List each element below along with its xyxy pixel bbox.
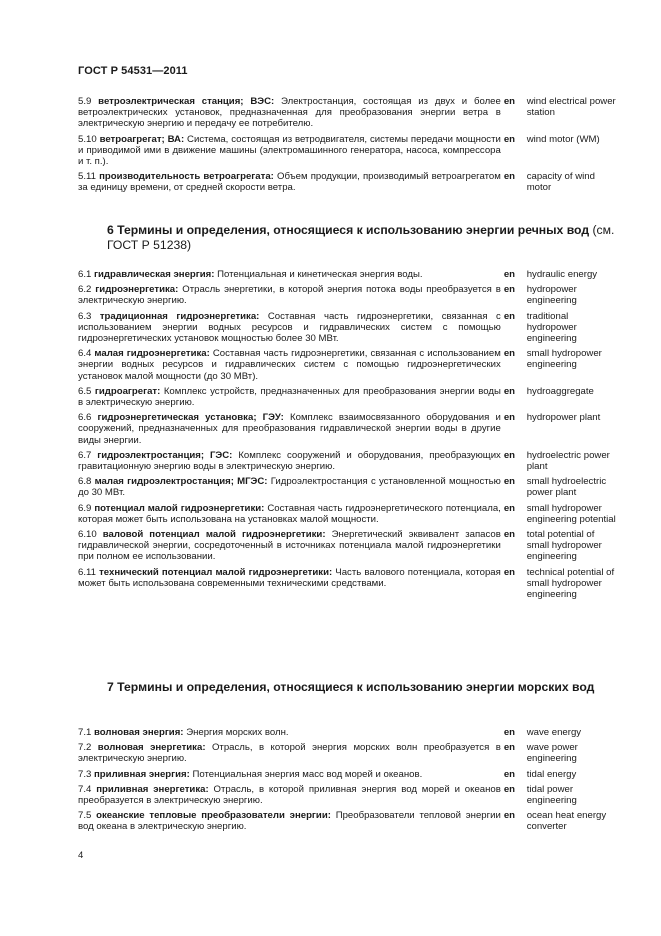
english-equivalent: total potential of small hydropower engineering [526, 529, 602, 563]
term-number: 6.4 [78, 348, 92, 360]
term-definition-block [78, 742, 501, 764]
term-number: 6.2 [78, 284, 92, 296]
term-entry [78, 269, 618, 280]
term-definition: Комплекс сооружений и оборудования, преобразующих гравитационную энергию воды в электрическую энергию. [78, 449, 501, 473]
term-definition: Составная часть гидроэнергетического потенциала, которая может быть использована на установках малой мощности. [78, 502, 501, 525]
term-definition-block [78, 810, 501, 832]
term-definition-block [78, 412, 501, 446]
english-equivalent: wave energy [526, 727, 582, 738]
term-name: ветроэлектрическая станция; ВЭС: [98, 96, 275, 107]
term-name: технический потенциал малой гидроэнергетики: [99, 566, 333, 578]
term-number: 5.11 [78, 171, 96, 183]
english-equivalent: hydroaggregate [526, 385, 594, 397]
section-number: 7 [107, 680, 114, 694]
term-number: 6.6 [78, 412, 92, 424]
term-entry [78, 476, 618, 498]
language-code: en [503, 171, 516, 183]
term-definition: Система, состоящая из ветродвигателя, системы передачи мощности и приводимой ими в движение машины (электромашинного генератора, насоса, компрессора и т. п.). [78, 133, 501, 168]
english-equivalent: traditional hydropower engineering [526, 310, 577, 345]
term-name: малая гидроэлектростанция; МГЭС: [94, 476, 268, 488]
term-name: волновая энергия: [94, 727, 184, 738]
term-name: малая гидроэнергетика: [94, 348, 210, 360]
term-definition-block [78, 96, 501, 130]
term-number: 5.9 [78, 96, 92, 107]
language-code: en [503, 742, 516, 754]
english-equivalent: hydraulic energy [526, 269, 598, 280]
language-code: en [503, 269, 516, 280]
english-equivalent: hydropower engineering [526, 284, 577, 307]
section-5-entries [78, 96, 618, 198]
term-number: 7.4 [78, 783, 92, 795]
term-definition: Часть валового потенциала, которая может быть использована современными техническими средствами. [78, 566, 501, 589]
english-equivalent: wind motor (WM) [526, 133, 600, 145]
section-7-entries [78, 727, 618, 837]
english-equivalent: tidal energy [526, 768, 577, 780]
term-definition-block [78, 476, 501, 498]
term-number: 7.1 [78, 727, 92, 738]
english-equivalent: ocean heat energy converter [526, 810, 607, 833]
english-equivalent: capacity of wind motor [526, 171, 595, 194]
term-definition-block [78, 284, 501, 306]
section-reference: (см. ГОСТ Р 51238) [107, 223, 615, 252]
term-number: 7.5 [78, 810, 92, 822]
language-code: en [503, 96, 516, 107]
language-code: en [503, 783, 516, 795]
term-number: 6.1 [78, 269, 92, 280]
term-name: гидроагрегат: [94, 385, 161, 397]
term-name: валовой потенциал малой гидроэнергетики: [102, 529, 326, 541]
term-entry [78, 450, 618, 472]
term-definition: Комплекс устройств, предназначенных для преобразования энергии воды в электрическую энергию. [78, 385, 501, 409]
language-code: en [503, 449, 516, 461]
language-code: en [503, 310, 516, 322]
term-definition-block [78, 311, 501, 345]
term-name: ветроагрегат; ВА: [99, 133, 185, 145]
term-entry [78, 386, 618, 408]
language-code: en [503, 412, 516, 424]
term-definition: Комплекс взаимосвязанного оборудования и сооружений, предназначенных для преобразования гидравлической энергии воды в другие виды энергии. [78, 412, 501, 446]
term-entry [78, 784, 618, 806]
section-number: 6 [107, 223, 114, 237]
term-entry [78, 810, 618, 832]
term-definition-block [78, 386, 501, 408]
term-definition: Составная часть гидроэнергетики, связанная с использованием энергии водных ресурсов и гидравлических систем с помощью гидроэнергетических установок малой мощности (до 30 МВт). [78, 348, 501, 382]
term-number: 6.3 [78, 310, 92, 322]
term-name: приливная энергия: [94, 768, 190, 780]
term-definition: Составная часть гидроэнергетики, связанная с использованием энергии водных ресурсов и гидравлических систем с помощью гидроэнергетических установок мощностью более 30 МВт. [78, 310, 501, 345]
language-code: en [503, 133, 516, 145]
term-entry [78, 529, 618, 563]
term-entry [78, 311, 618, 345]
language-code: en [503, 727, 516, 738]
term-number: 6.11 [78, 566, 96, 578]
term-entry [78, 134, 618, 168]
english-equivalent: hydropower plant [526, 412, 601, 424]
term-name: потенциал малой гидроэнергетики: [94, 502, 265, 514]
term-definition: Потенциальная энергия масс вод морей и океанов. [192, 768, 423, 780]
term-entry [78, 96, 618, 130]
term-definition-block [78, 171, 501, 193]
term-name: производительность ветроагрегата: [99, 171, 274, 183]
term-number: 6.10 [78, 529, 97, 541]
term-definition: Преобразователи тепловой энергии вод океана в электрическую энергию. [78, 810, 501, 833]
term-name: гидравлическая энергия: [94, 269, 215, 280]
language-code: en [503, 529, 516, 541]
term-definition: Отрасль, в которой приливная энергия вод морей и океанов преобразуется в электрическую энергию. [78, 783, 501, 807]
term-entry [78, 567, 618, 601]
term-number: 6.8 [78, 476, 92, 488]
language-code: en [503, 476, 516, 488]
english-equivalent: hydroelectric power plant [526, 449, 610, 473]
term-entry [78, 503, 618, 525]
term-definition-block [78, 269, 501, 280]
term-entry [78, 284, 618, 306]
term-definition: Потенциальная и кинетическая энергия воды. [217, 269, 423, 280]
section-title: Термины и определения, относящиеся к использованию энергии морских вод [117, 680, 595, 694]
term-definition: Энергия морских волн. [186, 727, 289, 738]
term-definition: Отрасль, в которой энергия морских волн преобразуется в электрическую энергию. [78, 742, 501, 765]
language-code: en [503, 768, 516, 780]
term-definition: Отрасль энергетики, в которой энергия потока воды преобразуется в электрическую энергию. [78, 284, 501, 307]
language-code: en [503, 385, 516, 397]
term-name: гидроэнергетика: [95, 284, 179, 296]
term-name: приливная энергетика: [96, 783, 209, 795]
language-code: en [503, 810, 516, 822]
section-title: Термины и определения, относящиеся к использованию энергии речных вод [117, 223, 590, 237]
term-entry [78, 742, 618, 764]
term-definition: Энергетический эквивалент запасов гидравлической энергии, сосредоточенный в источниках потенциала малой гидроэнергетики при полном ее использовании. [78, 529, 501, 563]
term-entry [78, 727, 618, 738]
term-name: гидроэлектростанция; ГЭС: [97, 449, 233, 461]
term-definition-block [78, 450, 501, 472]
document-header: ГОСТ Р 54531—2011 [78, 65, 188, 77]
english-equivalent: small hydroelectric power plant [526, 476, 607, 499]
term-name: океанские тепловые преобразователи энергии: [96, 810, 331, 822]
term-name: волновая энергетика: [97, 742, 206, 754]
language-code: en [503, 348, 516, 360]
english-equivalent: small hydropower engineering potential [526, 502, 616, 525]
page-number: 4 [78, 850, 84, 861]
term-definition-block [78, 567, 501, 601]
term-name: традиционная гидроэнергетика: [99, 310, 260, 322]
term-name: гидроэнергетическая установка; ГЭУ: [97, 412, 284, 424]
term-number: 7.2 [78, 742, 92, 754]
english-equivalent: technical potential of small hydropower engineering [526, 566, 615, 601]
term-definition: Электростанция, состоящая из двух и более ветроэлектрических установок, предназначенная для преобразования энергии ветра в электрическую энергию и передачу ее потребителю. [78, 96, 501, 130]
term-number: 6.5 [78, 385, 92, 397]
term-definition-block [78, 503, 501, 525]
term-definition: Гидроэлектростанция с установленной мощностью до 30 МВт. [78, 476, 501, 499]
term-definition-block [78, 348, 501, 382]
term-number: 6.9 [78, 502, 92, 514]
term-definition-block [78, 784, 501, 806]
term-definition-block [78, 769, 501, 780]
section-6-heading [107, 223, 617, 253]
term-number: 7.3 [78, 768, 92, 780]
term-definition-block [78, 529, 501, 563]
term-definition-block [78, 727, 501, 738]
term-number: 6.7 [78, 449, 92, 461]
term-entry [78, 348, 618, 382]
term-entry [78, 769, 618, 780]
section-7-heading [107, 680, 617, 695]
english-equivalent: tidal power engineering [526, 783, 577, 807]
section-6-entries [78, 269, 618, 604]
term-entry [78, 171, 618, 193]
english-equivalent: wave power engineering [526, 742, 578, 765]
english-equivalent: small hydropower engineering [526, 348, 602, 371]
language-code: en [503, 502, 516, 514]
term-entry [78, 412, 618, 446]
term-definition: Объем продукции, производимый ветроагрегатом за единицу времени, от средней скорости ветра. [78, 171, 501, 194]
language-code: en [503, 566, 516, 578]
english-equivalent: wind electrical power station [526, 96, 616, 119]
term-number: 5.10 [78, 133, 97, 145]
language-code: en [503, 284, 516, 296]
term-definition-block [78, 134, 501, 168]
